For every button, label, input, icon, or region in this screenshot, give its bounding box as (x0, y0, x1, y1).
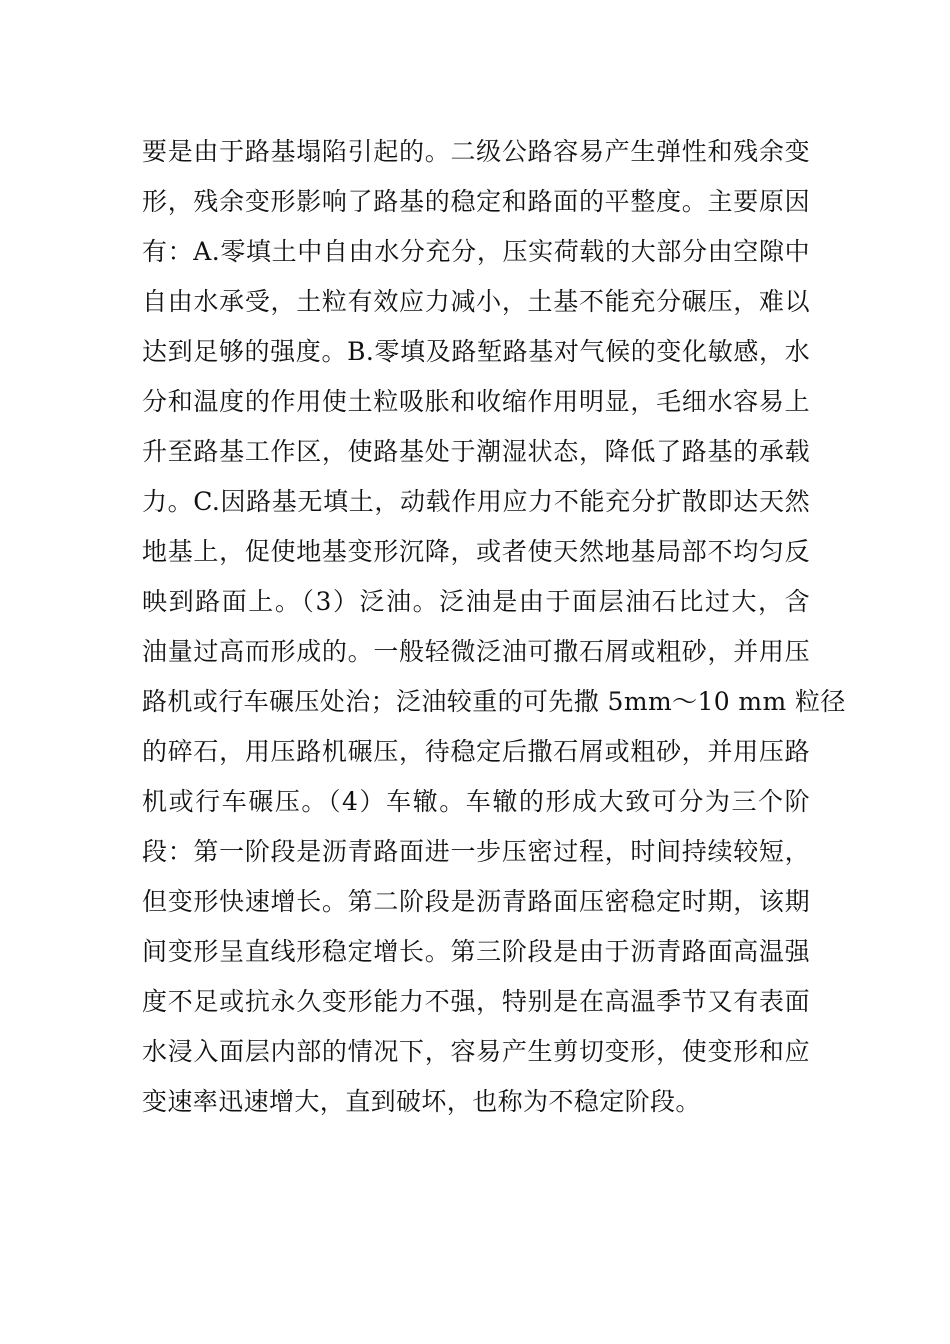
text-line-13: 的碎石，用压路机碾压，待稳定后撒石屑或粗砂，并用压路 (142, 737, 810, 766)
text-line-4: 自由水承受，土粒有效应力减小，土基不能充分碾压，难以 (142, 287, 810, 316)
body-paragraph (142, 127, 846, 1127)
text-line-18: 度不足或抗永久变形能力不强，特别是在高温季节又有表面 (142, 987, 810, 1016)
text-line-3: 有：A.零填土中自由水分充分，压实荷载的大部分由空隙中 (142, 237, 810, 266)
text-line-20: 变速率迅速增大，直到破坏，也称为不稳定阶段。 (142, 1087, 701, 1116)
text-line-5: 达到足够的强度。B.零填及路堑路基对气候的变化敏感，水 (142, 337, 810, 366)
text-line-1: 要是由于路基塌陷引起的。二级公路容易产生弹性和残余变 (142, 137, 810, 166)
text-line-14: 机或行车碾压。（4）车辙。车辙的形成大致可分为三个阶 (142, 787, 810, 816)
text-line-9: 地基上，促使地基变形沉降，或者使天然地基局部不均匀反 (142, 537, 810, 566)
text-line-15: 段：第一阶段是沥青路面进一步压密过程，时间持续较短， (142, 837, 810, 866)
text-line-6: 分和温度的作用使土粒吸胀和收缩作用明显，毛细水容易上 (142, 387, 810, 416)
text-line-16: 但变形快速增长。第二阶段是沥青路面压密稳定时期，该期 (142, 887, 810, 916)
text-line-10: 映到路面上。（3）泛油。泛油是由于面层油石比过大，含 (142, 587, 810, 616)
text-line-2: 形，残余变形影响了路基的稳定和路面的平整度。主要原因 (142, 187, 810, 216)
text-line-8: 力。C.因路基无填土，动载作用应力不能充分扩散即达天然 (142, 487, 810, 516)
text-line-7: 升至路基工作区，使路基处于潮湿状态，降低了路基的承载 (142, 437, 810, 466)
text-line-11: 油量过高而形成的。一般轻微泛油可撒石屑或粗砂，并用压 (142, 637, 810, 666)
text-line-12: 路机或行车碾压处治；泛油较重的可先撒 5mm～10 mm 粒径 (142, 687, 846, 716)
text-line-17: 间变形呈直线形稳定增长。第三阶段是由于沥青路面高温强 (142, 937, 810, 966)
text-line-19: 水浸入面层内部的情况下，容易产生剪切变形，使变形和应 (142, 1037, 810, 1066)
